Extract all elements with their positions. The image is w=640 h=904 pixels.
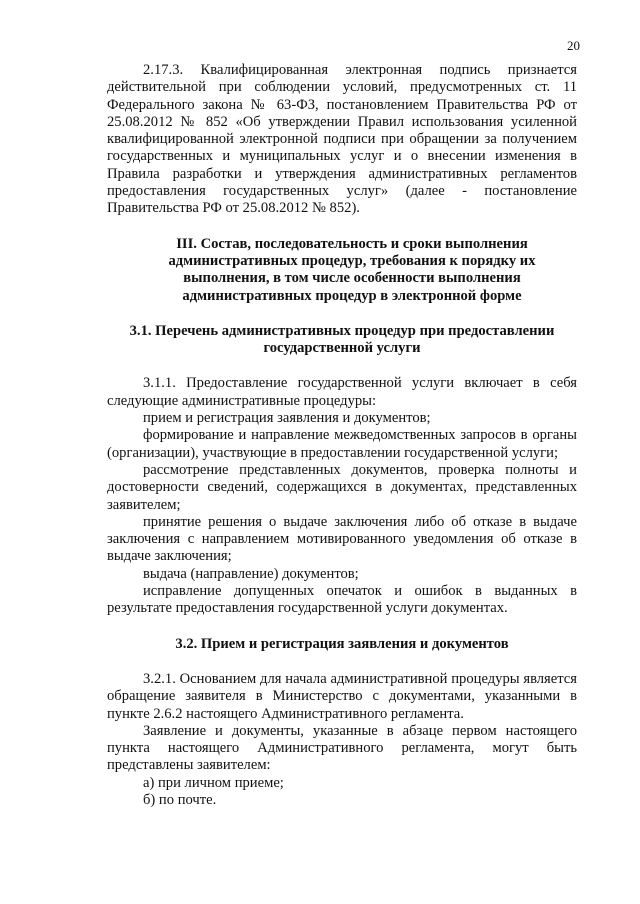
section-iii-heading: III. Состав, последовательность и сроки выполнения административных процедур, требования к порядку их выполнения, в том числе особенности выполнения административных процедур в электронной форме bbox=[168, 235, 536, 304]
page-content bbox=[107, 62, 577, 809]
paragraph-3-2-1-second: Заявление и документы, указанные в абзаце первом настоящего пункта настоящего Административного регламента, могут быть представлены заявителем: bbox=[107, 722, 577, 774]
procedure-item: выдача (направление) документов; bbox=[143, 565, 359, 582]
procedure-item: прием и регистрация заявления и документов; bbox=[143, 410, 431, 427]
submission-option: б) по почте. bbox=[143, 791, 217, 808]
section-3-2-heading: 3.2. Прием и регистрация заявления и документов bbox=[175, 635, 509, 652]
page-number: 20 bbox=[567, 38, 580, 53]
procedure-item: рассмотрение представленных документов, проверка полноты и достоверности сведений, содержащихся в документах, представленных заявителем; bbox=[107, 461, 577, 513]
submission-option: а) при личном приеме; bbox=[143, 774, 284, 791]
paragraph-2-17-3: 2.17.3. Квалифицированная электронная подпись признается действительной при соблюдении условий, предусмотренных ст. 11 Федерального закона № 63-ФЗ, постановлением Правительства РФ от 25.08.2012 № 852 «Об утверждении Правил использования усиленной квалифицированной электронной подписи при обращении за получением государственных и муниципальных услуг и о внесении изменения в Правила разработки и утверждения административных регламентов предоставления государственных услуг» (далее - постановление Правительства РФ от 25.08.2012 № 852). bbox=[107, 62, 577, 217]
procedure-item: формирование и направление межведомственных запросов в органы (организации), участвующие в предоставлении государственной услуги; bbox=[107, 427, 577, 461]
procedure-item: исправление допущенных опечаток и ошибок в выданных в результате предоставления государственной услуги документах. bbox=[107, 583, 577, 617]
section-3-1-heading: 3.1. Перечень административных процедур при предоставлении государственной услуги bbox=[129, 322, 555, 357]
procedure-item: принятие решения о выдаче заключения либо об отказе в выдаче заключения с направлением мотивированного уведомления об отказе в выдаче заключения; bbox=[107, 513, 577, 565]
paragraph-3-2-1: 3.2.1. Основанием для начала административной процедуры является обращение заявителя в Министерство с документами, указанными в пункте 2.6.2 настоящего Административного регламента. bbox=[107, 670, 577, 722]
paragraph-3-1-1: 3.1.1. Предоставление государственной услуги включает в себя следующие административные процедуры: bbox=[107, 375, 577, 409]
